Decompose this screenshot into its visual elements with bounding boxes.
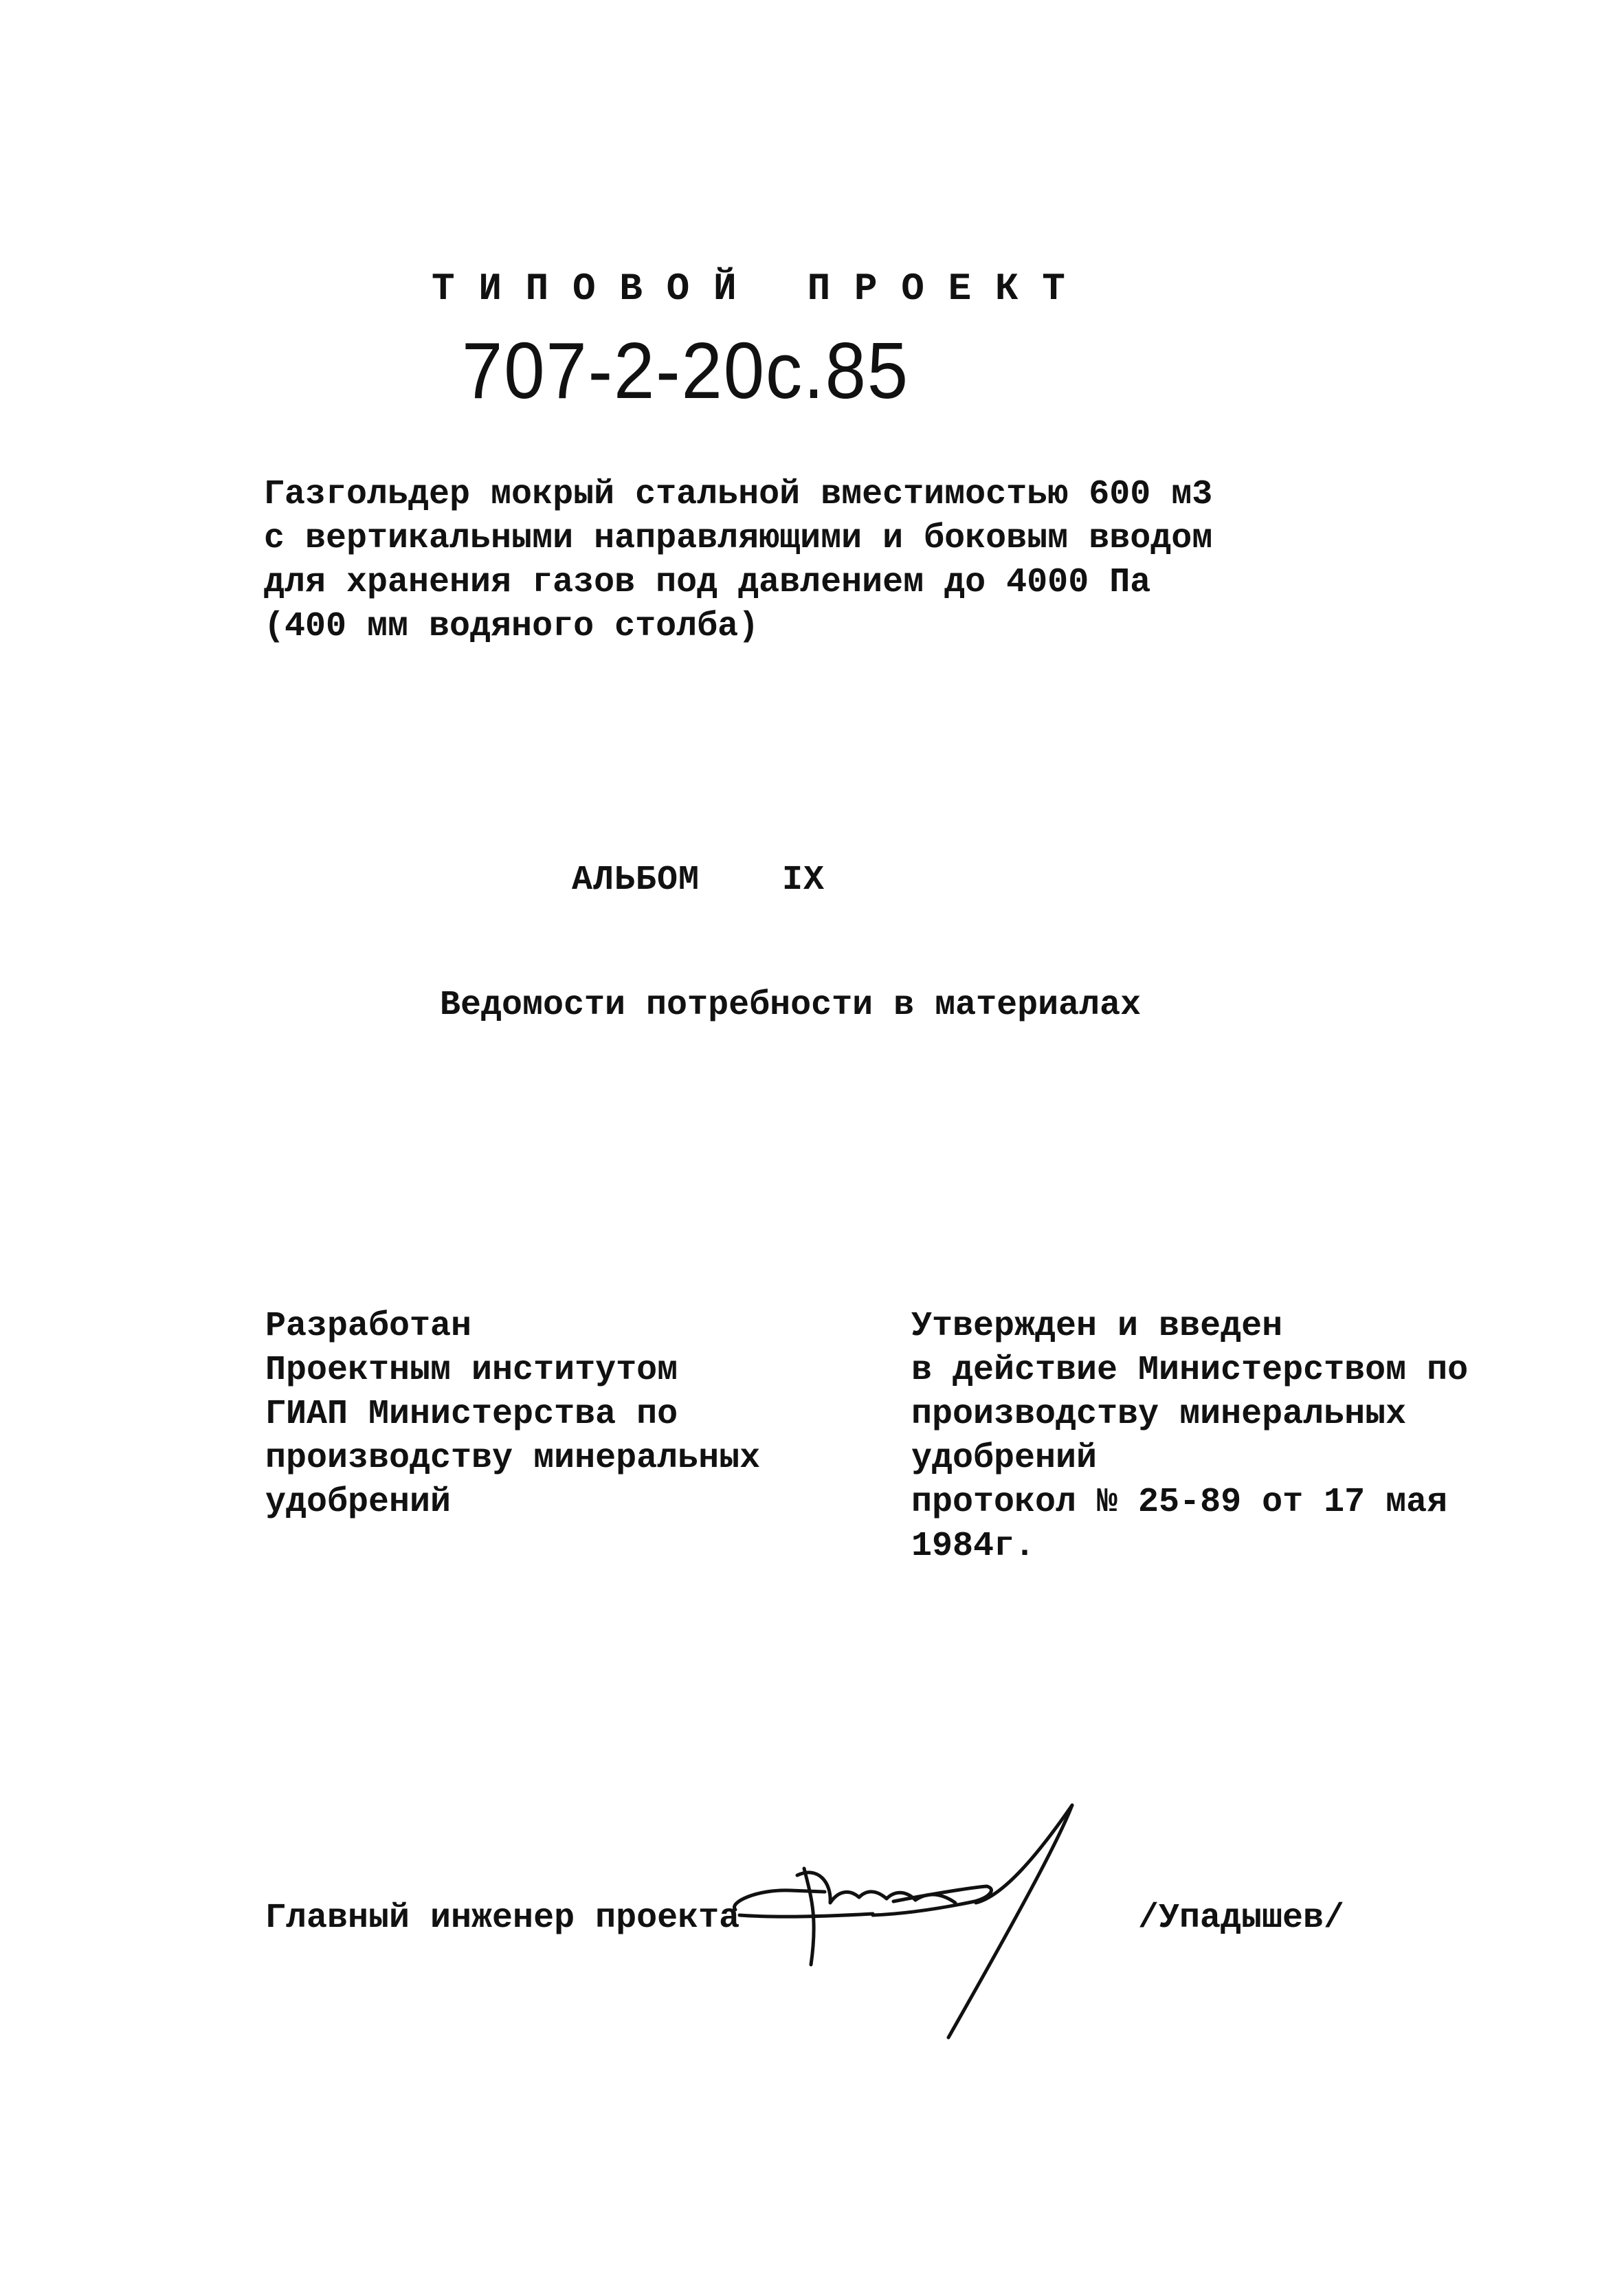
album-title <box>572 861 825 900</box>
approved-line: производству минеральных <box>911 1395 1407 1434</box>
approved-line: протокол № 25-89 от 17 мая <box>911 1483 1448 1522</box>
signature <box>715 1800 1127 2047</box>
approved-line: удобрений <box>911 1439 1098 1478</box>
project-number: 707-2-20с.85 <box>462 326 910 415</box>
approved-by-block <box>911 1305 1468 1569</box>
approved-line: Утвержден и введен <box>911 1307 1283 1346</box>
chief-engineer-label: Главный инженер проекта <box>265 1899 740 1938</box>
album-number: IX <box>782 861 825 900</box>
developed-line: удобрений <box>265 1483 452 1522</box>
project-description <box>264 473 1212 649</box>
approved-line: 1984г. <box>911 1527 1036 1566</box>
developed-by-block <box>265 1305 760 1525</box>
album-subtitle: Ведомости потребности в материалах <box>440 986 1142 1025</box>
developed-line: Проектным институтом <box>265 1351 678 1390</box>
description-line: для хранения газов под давлением до 4000 Па <box>264 563 1151 602</box>
developed-line: производству минеральных <box>265 1439 761 1478</box>
album-label: АЛЬБОМ <box>572 861 700 900</box>
description-line: с вертикальными направляющими и боковым вводом <box>264 519 1213 558</box>
approved-line: в действие Министерством по <box>911 1351 1469 1390</box>
description-line: Газгольдер мокрый стальной вместимостью 600 м3 <box>264 475 1213 514</box>
developed-line: Разработан <box>265 1307 472 1346</box>
developed-line: ГИАП Министерства по <box>265 1395 678 1434</box>
project-heading: ТИПОВОЙ ПРОЕКТ <box>432 267 1089 311</box>
chief-engineer-name: /Упадышев/ <box>1138 1899 1345 1938</box>
description-line: (400 мм водяного столба) <box>264 607 759 646</box>
